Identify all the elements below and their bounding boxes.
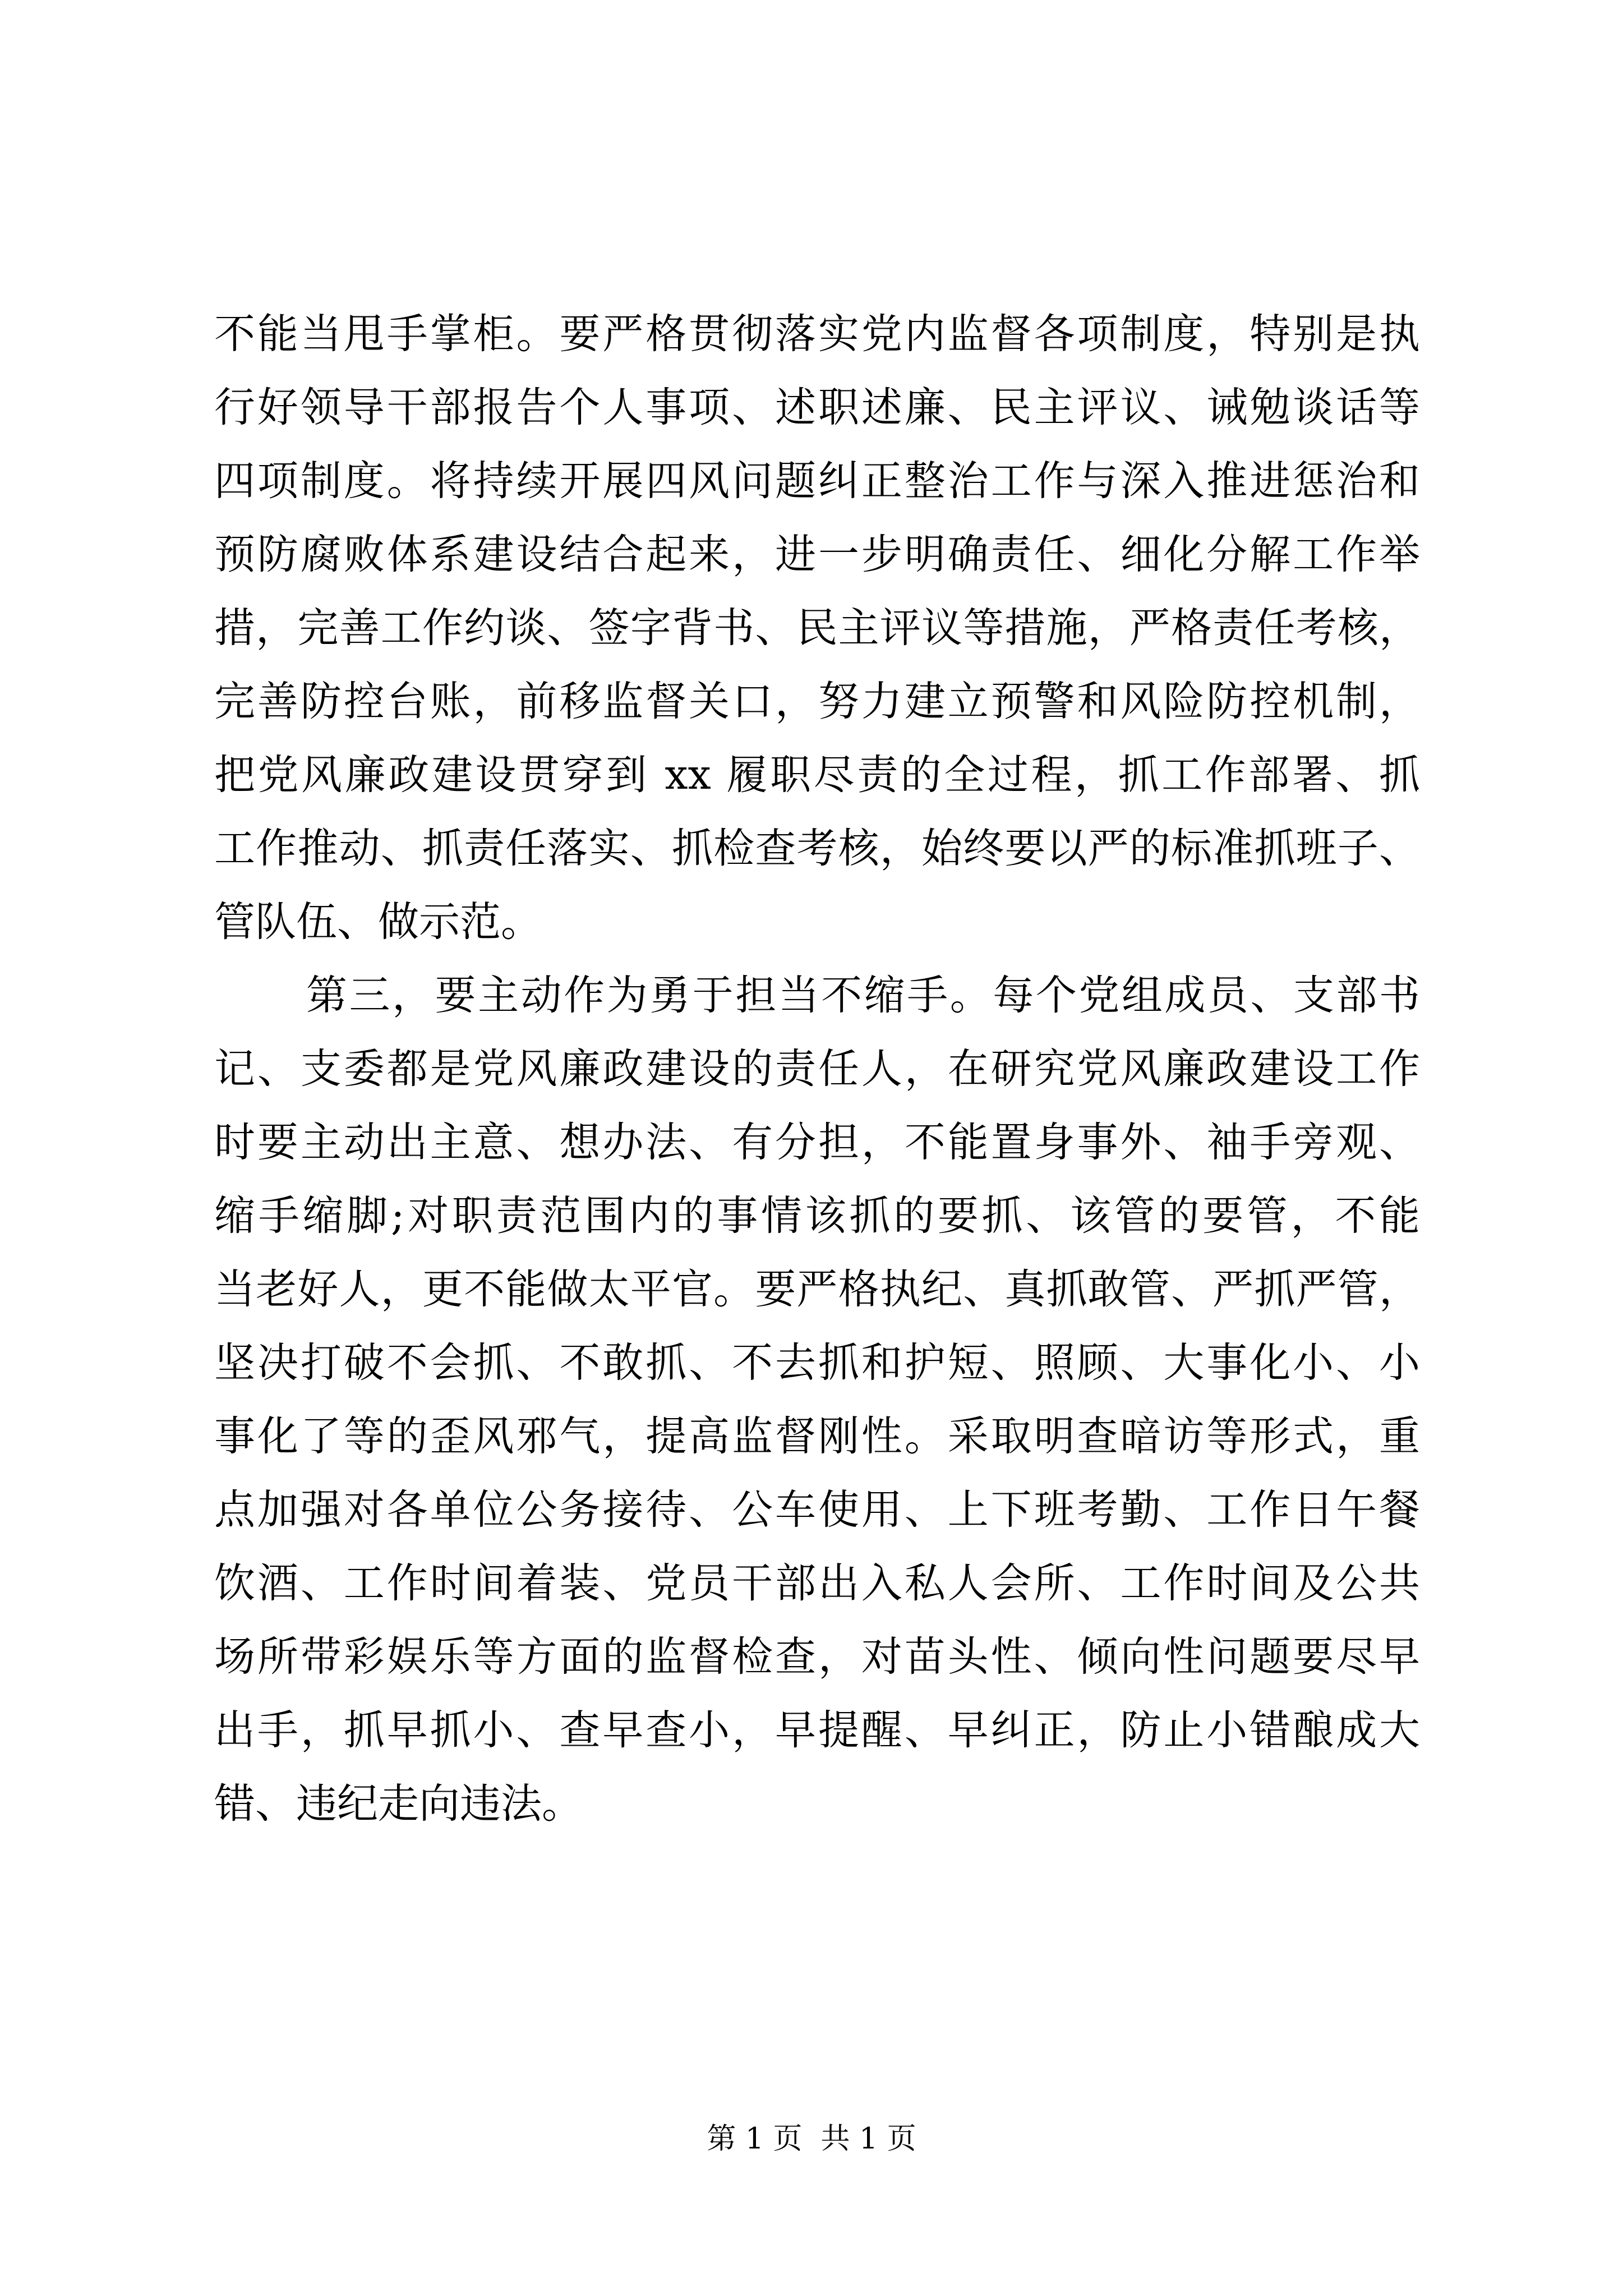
paragraph-line: 时要主动出主意、想办法、有分担，不能置身事外、袖手旁观、 (214, 1119, 1420, 1166)
paragraph-line: 把党风廉政建设贯穿到 xx 履职尽责的全过程，抓工作部署、抓 (214, 751, 1420, 799)
paragraph-last-line: 错、违纪走向违法。 (214, 1780, 583, 1828)
paragraph-line: 不能当甩手掌柜。要严格贯彻落实党内监督各项制度，特别是执 (214, 310, 1420, 358)
paragraph-last-line: 管队伍、做示范。 (214, 898, 542, 946)
paragraph-line: 四项制度。将持续开展四风问题纠正整治工作与深入推进惩治和 (214, 457, 1420, 505)
paragraph-first-line: 第三，要主动作为勇于担当不缩手。每个党组成员、支部书 (306, 972, 1420, 1019)
paragraph-line: 记、支委都是党风廉政建设的责任人，在研究党风廉政建设工作 (214, 1045, 1420, 1093)
paragraph-line: 出手，抓早抓小、查早查小，早提醒、早纠正，防止小错酿成大 (214, 1706, 1420, 1754)
paragraph-line: 点加强对各单位公务接待、公车使用、上下班考勤、工作日午餐 (214, 1486, 1420, 1534)
paragraph-line: 行好领导干部报告个人事项、述职述廉、民主评议、诫勉谈话等 (214, 384, 1420, 431)
paragraph-line: 当老好人，更不能做太平官。要严格执纪、真抓敢管、严抓严管， (214, 1266, 1420, 1313)
paragraph-line: 坚决打破不会抓、不敢抓、不去抓和护短、照顾、大事化小、小 (214, 1339, 1420, 1387)
paragraph-line: 预防腐败体系建设结合起来，进一步明确责任、细化分解工作举 (214, 531, 1420, 578)
paragraph-line: 事化了等的歪风邪气，提高监督刚性。采取明查暗访等形式，重 (214, 1412, 1420, 1460)
paragraph-line: 工作推动、抓责任落实、抓检查考核，始终要以严的标准抓班子、 (214, 825, 1420, 872)
paragraph-line: 缩手缩脚;对职责范围内的事情该抓的要抓、该管的要管，不能 (214, 1192, 1420, 1240)
paragraph-line: 措，完善工作约谈、签字背书、民主评议等措施，严格责任考核， (214, 604, 1420, 652)
paragraph-line: 完善防控台账，前移监督关口，努力建立预警和风险防控机制， (214, 678, 1420, 725)
paragraph-line: 饮酒、工作时间着装、党员干部出入私人会所、工作时间及公共 (214, 1559, 1420, 1607)
paragraph-line: 场所带彩娱乐等方面的监督检查，对苗头性、倾向性问题要尽早 (214, 1633, 1420, 1681)
page-number-footer: 第 1 页 共 1 页 (707, 2122, 916, 2156)
document-body (214, 297, 1420, 1841)
